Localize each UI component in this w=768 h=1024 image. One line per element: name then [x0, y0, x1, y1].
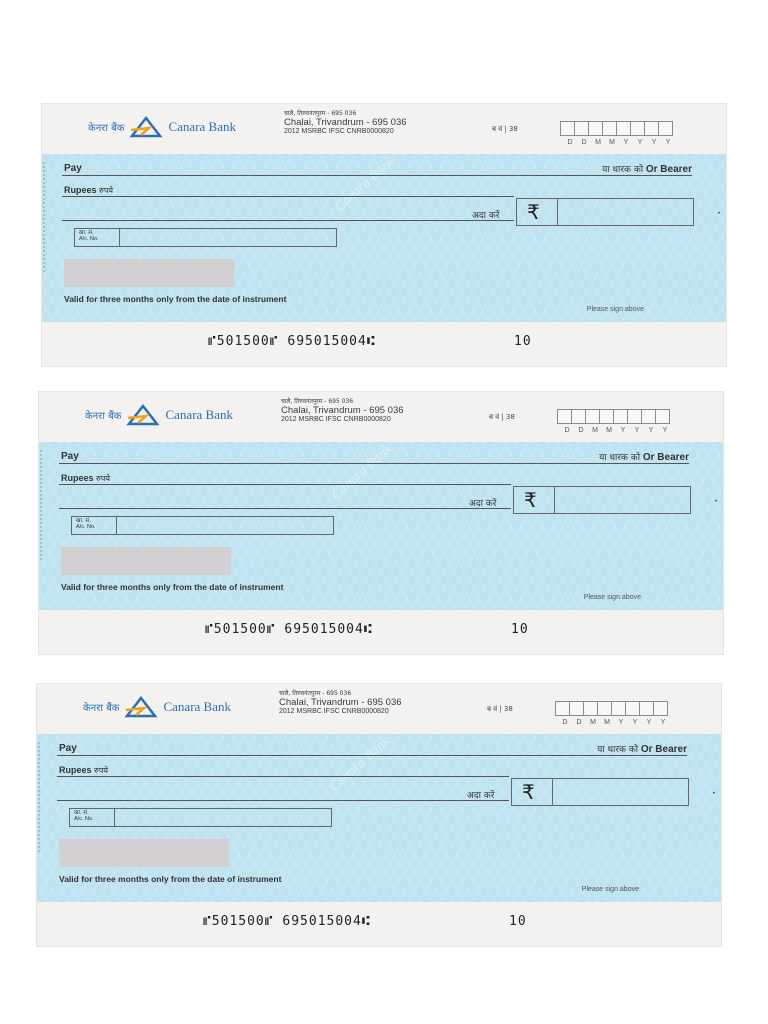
date-digit-box[interactable]	[557, 409, 572, 424]
bearer-label	[602, 162, 692, 175]
branch-codes: 2012 MSRBC IFSC CNRB0000820	[279, 708, 389, 716]
date-format-char: D	[576, 719, 582, 726]
canara-logo-icon	[126, 404, 160, 426]
date-digit-box[interactable]	[625, 701, 640, 716]
cheque-1	[42, 104, 726, 366]
rupees-english: Rupees	[61, 473, 94, 483]
date-field[interactable]	[557, 409, 669, 424]
date-digit-box[interactable]	[602, 121, 617, 136]
amount-divider	[554, 487, 555, 513]
side-microprint	[38, 742, 44, 852]
date-format-char: Y	[662, 427, 668, 434]
date-format-char: Y	[618, 719, 624, 726]
amount-figures-field[interactable]	[511, 778, 689, 806]
bearer-hindi: या धारक को	[597, 745, 639, 755]
date-digit-box[interactable]	[560, 121, 575, 136]
cheque-header	[42, 104, 726, 154]
bank-logo	[88, 116, 236, 138]
branch-info	[284, 111, 407, 136]
date-digit-box[interactable]	[639, 701, 654, 716]
micr-code: ⑈501500⑈ 695015004⑆	[203, 914, 371, 929]
date-format-char: D	[567, 139, 573, 146]
branch-address: Chalai, Trivandrum - 695 036	[284, 116, 407, 128]
payee-field[interactable]	[59, 463, 689, 464]
cheque-header	[37, 684, 721, 734]
amount-words-field[interactable]	[57, 776, 509, 777]
date-format-char: M	[609, 139, 615, 146]
amount-divider	[552, 779, 553, 805]
date-digit-box[interactable]	[630, 121, 645, 136]
amount-divider	[557, 199, 558, 225]
redacted-block	[59, 839, 229, 867]
date-digit-box[interactable]	[569, 701, 584, 716]
branch-hindi: चालै, तिरुवनंतपुरम - 695 036	[279, 690, 352, 697]
bearer-hindi: या धारक को	[599, 453, 641, 463]
pay-label: Pay	[59, 743, 77, 754]
date-digit-box[interactable]	[597, 701, 612, 716]
rupee-icon: ₹	[522, 780, 535, 804]
date-digit-box[interactable]	[571, 409, 586, 424]
validity-note: Valid for three months only from the date of instrument	[61, 582, 284, 592]
bearer-hindi: या धारक को	[602, 165, 644, 175]
bank-name-hindi: केनरा बैंक	[85, 411, 122, 422]
bearer-english: Or Bearer	[645, 164, 692, 175]
micr-code: ⑈501500⑈ 695015004⑆	[208, 334, 376, 349]
account-divider	[116, 517, 117, 534]
branch-info	[281, 399, 404, 424]
signature-label: Please sign above	[586, 306, 644, 313]
date-digit-box[interactable]	[613, 409, 628, 424]
branch-hindi: चालै, तिरुवनंतपुरम - 695 036	[281, 398, 354, 405]
branch-hindi: चालै, तिरुवनंतपुरम - 695 036	[284, 110, 357, 117]
rupees-hindi: रुपये	[96, 474, 110, 483]
dot-marker: •	[717, 211, 720, 217]
date-digit-box[interactable]	[588, 121, 603, 136]
amount-words-field[interactable]	[62, 196, 514, 197]
date-prefix: ब वं | 38	[487, 705, 513, 713]
canara-logo-icon	[124, 696, 158, 718]
date-digit-box[interactable]	[555, 701, 570, 716]
date-format-char: D	[564, 427, 570, 434]
branch-info	[279, 691, 402, 716]
date-format-char: Y	[632, 719, 638, 726]
bearer-label	[597, 742, 687, 755]
rupee-icon: ₹	[527, 200, 540, 224]
watermark: Canara Bank	[332, 153, 398, 216]
account-label-english: A/c. No.	[76, 524, 96, 531]
bank-name-hindi: केनरा बैंक	[88, 123, 125, 134]
canara-logo-icon	[129, 116, 163, 138]
date-prefix: ब वं | 38	[492, 125, 518, 133]
account-divider	[114, 809, 115, 826]
date-digit-box[interactable]	[574, 121, 589, 136]
date-format-char: Y	[651, 139, 657, 146]
rupees-label	[61, 473, 110, 484]
date-digit-box[interactable]	[653, 701, 668, 716]
date-format-char: M	[590, 719, 596, 726]
branch-address: Chalai, Trivandrum - 695 036	[281, 404, 404, 416]
date-prefix: ब वं | 38	[489, 413, 515, 421]
pay-label: Pay	[64, 163, 82, 174]
date-digit-box[interactable]	[583, 701, 598, 716]
side-microprint	[43, 162, 49, 272]
amount-figures-field[interactable]	[513, 486, 691, 514]
bank-name: Canara Bank	[163, 699, 231, 714]
bank-name: Canara Bank	[165, 407, 233, 422]
micr-band	[37, 902, 721, 946]
date-digit-box[interactable]	[644, 121, 659, 136]
transaction-code: 10	[514, 334, 532, 349]
amount-figures-field[interactable]	[516, 198, 694, 226]
account-number-field[interactable]	[74, 228, 337, 247]
rupees-label	[59, 765, 108, 776]
cheque-2	[39, 392, 723, 654]
side-microprint	[40, 450, 46, 560]
signature-label: Please sign above	[581, 886, 639, 893]
transaction-code: 10	[511, 622, 529, 637]
bearer-english: Or Bearer	[642, 452, 689, 463]
amount-words-field-2[interactable]	[62, 220, 514, 221]
bearer-label	[599, 450, 689, 463]
dot-marker: •	[712, 791, 715, 797]
date-format-char: D	[581, 139, 587, 146]
bearer-english: Or Bearer	[640, 744, 687, 755]
validity-note: Valid for three months only from the date of instrument	[64, 294, 287, 304]
redacted-block	[64, 259, 234, 287]
rupees-hindi: रुपये	[99, 186, 113, 195]
pay-hindi-label: अदा करें	[467, 791, 495, 801]
bank-name-hindi: केनरा बैंक	[83, 703, 120, 714]
date-format-char: D	[578, 427, 584, 434]
micr-band	[42, 322, 726, 366]
date-digit-box[interactable]	[641, 409, 656, 424]
rupees-hindi: रुपये	[94, 766, 108, 775]
bank-logo	[83, 696, 231, 718]
date-format-char: Y	[637, 139, 643, 146]
date-format-char: D	[562, 719, 568, 726]
account-number-field[interactable]	[69, 808, 332, 827]
branch-address: Chalai, Trivandrum - 695 036	[279, 696, 402, 708]
rupees-english: Rupees	[59, 765, 92, 775]
date-format-char: Y	[623, 139, 629, 146]
account-label	[74, 810, 94, 823]
date-format-char: Y	[665, 139, 671, 146]
branch-codes: 2012 MSRBC IFSC CNRB0000820	[284, 128, 394, 136]
date-format-char: Y	[660, 719, 666, 726]
account-label	[76, 518, 96, 531]
date-field[interactable]	[555, 701, 667, 716]
date-format-char: M	[592, 427, 598, 434]
branch-codes: 2012 MSRBC IFSC CNRB0000820	[281, 416, 391, 424]
account-label-english: A/c. No.	[74, 816, 94, 823]
date-format-char: Y	[634, 427, 640, 434]
date-format-labels	[558, 719, 670, 726]
amount-words-field-2[interactable]	[57, 800, 509, 801]
pay-hindi-label: अदा करें	[472, 211, 500, 221]
date-format-char: M	[606, 427, 612, 434]
date-field[interactable]	[560, 121, 672, 136]
date-digit-box[interactable]	[585, 409, 600, 424]
date-format-labels	[560, 427, 672, 434]
rupee-icon: ₹	[524, 488, 537, 512]
account-label-english: A/c. No.	[79, 236, 99, 243]
date-digit-box[interactable]	[627, 409, 642, 424]
account-label	[79, 230, 99, 243]
pay-hindi-label: अदा करें	[469, 499, 497, 509]
date-format-char: Y	[620, 427, 626, 434]
dot-marker: •	[714, 499, 717, 505]
account-number-field[interactable]	[71, 516, 334, 535]
pay-label: Pay	[61, 451, 79, 462]
date-digit-box[interactable]	[599, 409, 614, 424]
date-digit-box[interactable]	[655, 409, 670, 424]
micr-code: ⑈501500⑈ 695015004⑆	[205, 622, 373, 637]
watermark: Canara Bank	[329, 441, 395, 504]
cheque-3	[37, 684, 721, 946]
validity-note: Valid for three months only from the date of instrument	[59, 874, 282, 884]
account-label-hindi: खा. सं.	[76, 518, 91, 524]
account-label-hindi: खा. सं.	[74, 810, 89, 816]
rupees-english: Rupees	[64, 185, 97, 195]
bank-logo	[85, 404, 233, 426]
redacted-block	[61, 547, 231, 575]
micr-band	[39, 610, 723, 654]
amount-words-field[interactable]	[59, 484, 511, 485]
date-format-labels	[563, 139, 675, 146]
date-format-char: Y	[646, 719, 652, 726]
date-digit-box[interactable]	[616, 121, 631, 136]
account-label-hindi: खा. सं.	[79, 230, 94, 236]
date-format-char: M	[595, 139, 601, 146]
date-digit-box[interactable]	[611, 701, 626, 716]
date-format-char: Y	[648, 427, 654, 434]
account-divider	[119, 229, 120, 246]
payee-field[interactable]	[57, 755, 687, 756]
bank-name: Canara Bank	[168, 119, 236, 134]
transaction-code: 10	[509, 914, 527, 929]
rupees-label	[64, 185, 113, 196]
amount-words-field-2[interactable]	[59, 508, 511, 509]
date-digit-box[interactable]	[658, 121, 673, 136]
cheque-header	[39, 392, 723, 442]
payee-field[interactable]	[62, 175, 692, 176]
signature-label: Please sign above	[583, 594, 641, 601]
watermark: Canara Bank	[327, 733, 393, 796]
date-format-char: M	[604, 719, 610, 726]
